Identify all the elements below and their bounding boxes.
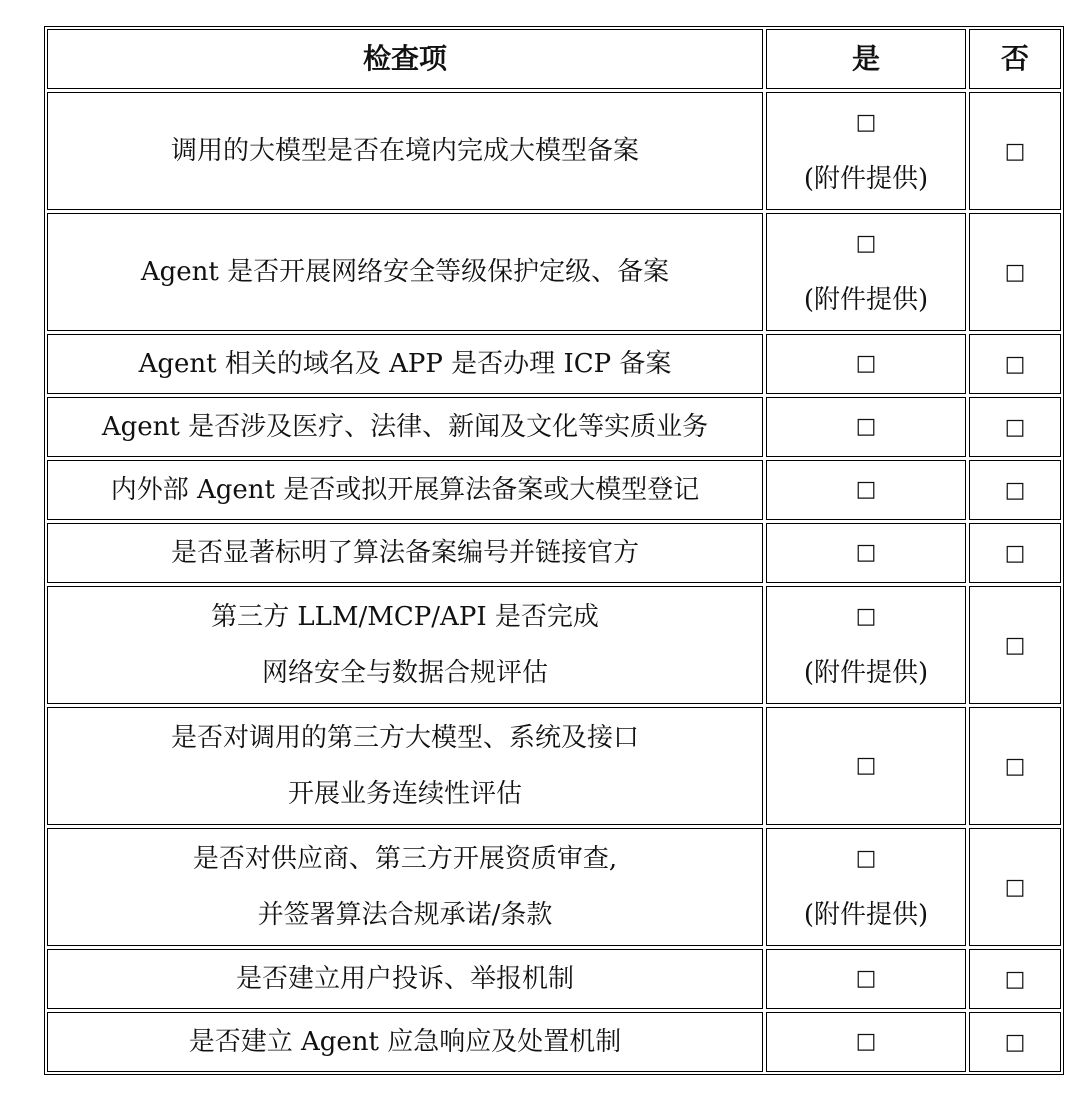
check-item-cell <box>47 523 763 583</box>
check-item-text: 是否对供应商、第三方开展资质审查, <box>192 844 618 874</box>
table-row <box>47 92 1061 210</box>
yes-checkbox[interactable]: □ <box>855 231 877 256</box>
no-checkbox[interactable]: □ <box>1004 541 1026 566</box>
check-item-text: Agent 相关的域名及 APP 是否办理 ICP 备案 <box>138 349 672 379</box>
yes-checkbox[interactable]: □ <box>855 604 877 629</box>
check-item-text: 开展业务连续性评估 <box>287 779 522 809</box>
check-item-cell <box>47 586 763 704</box>
no-cell <box>969 523 1061 583</box>
no-cell <box>969 1012 1061 1072</box>
attachment-note: (附件提供) <box>803 285 929 315</box>
yes-checkbox[interactable]: □ <box>855 966 877 991</box>
no-checkbox[interactable]: □ <box>1004 478 1026 503</box>
table-row <box>47 334 1061 394</box>
no-checkbox[interactable]: □ <box>1004 139 1026 164</box>
yes-cell <box>766 586 966 704</box>
check-item-cell <box>47 1012 763 1072</box>
yes-checkbox[interactable]: □ <box>855 477 877 502</box>
check-item-text: Agent 是否涉及医疗、法律、新闻及文化等实质业务 <box>101 412 709 442</box>
no-cell <box>969 460 1061 520</box>
yes-cell <box>766 828 966 946</box>
check-item-text: Agent 是否开展网络安全等级保护定级、备案 <box>140 257 670 287</box>
yes-cell <box>766 334 966 394</box>
check-item-text: 调用的大模型是否在境内完成大模型备案 <box>170 136 639 166</box>
yes-checkbox[interactable]: □ <box>855 846 877 871</box>
compliance-checklist-table <box>44 26 1064 1075</box>
no-checkbox[interactable]: □ <box>1004 633 1026 658</box>
check-item-text: 并签署算法合规承诺/条款 <box>257 900 553 930</box>
no-checkbox[interactable]: □ <box>1004 260 1026 285</box>
no-checkbox[interactable]: □ <box>1004 415 1026 440</box>
check-item-text: 第三方 LLM/MCP/API 是否完成 <box>211 602 599 632</box>
no-checkbox[interactable]: □ <box>1004 875 1026 900</box>
header-yes: 是 <box>766 29 966 89</box>
yes-cell <box>766 397 966 457</box>
attachment-note: (附件提供) <box>803 164 929 194</box>
yes-checkbox[interactable]: □ <box>855 414 877 439</box>
yes-checkbox[interactable]: □ <box>855 351 877 376</box>
yes-checkbox[interactable]: □ <box>855 753 877 778</box>
no-cell <box>969 707 1061 825</box>
check-item-text: 是否建立用户投诉、举报机制 <box>235 964 574 994</box>
yes-cell <box>766 1012 966 1072</box>
table-row <box>47 523 1061 583</box>
no-checkbox[interactable]: □ <box>1004 1030 1026 1055</box>
yes-cell <box>766 707 966 825</box>
table-row <box>47 1012 1061 1072</box>
no-cell <box>969 334 1061 394</box>
check-item-cell <box>47 334 763 394</box>
no-checkbox[interactable]: □ <box>1004 967 1026 992</box>
check-item-cell <box>47 213 763 331</box>
yes-cell <box>766 213 966 331</box>
table-row <box>47 397 1061 457</box>
check-item-text: 是否建立 Agent 应急响应及处置机制 <box>188 1027 622 1057</box>
header-no: 否 <box>969 29 1061 89</box>
attachment-note: (附件提供) <box>803 658 929 688</box>
table-row <box>47 586 1061 704</box>
no-cell <box>969 397 1061 457</box>
table-row <box>47 707 1061 825</box>
check-item-cell <box>47 949 763 1009</box>
header-check-item: 检查项 <box>47 29 763 89</box>
yes-cell <box>766 523 966 583</box>
no-cell <box>969 828 1061 946</box>
no-cell <box>969 586 1061 704</box>
no-checkbox[interactable]: □ <box>1004 352 1026 377</box>
check-item-cell <box>47 92 763 210</box>
no-checkbox[interactable]: □ <box>1004 754 1026 779</box>
table-row <box>47 828 1061 946</box>
check-item-text: 是否对调用的第三方大模型、系统及接口 <box>170 723 639 753</box>
table-header-row <box>47 29 1061 89</box>
check-item-cell <box>47 707 763 825</box>
table-row <box>47 460 1061 520</box>
check-item-text: 内外部 Agent 是否或拟开展算法备案或大模型登记 <box>110 475 700 505</box>
table-row <box>47 213 1061 331</box>
table-row <box>47 949 1061 1009</box>
check-item-text: 网络安全与数据合规评估 <box>261 658 548 688</box>
yes-cell <box>766 949 966 1009</box>
no-cell <box>969 213 1061 331</box>
check-item-cell <box>47 397 763 457</box>
attachment-note: (附件提供) <box>803 900 929 930</box>
yes-checkbox[interactable]: □ <box>855 110 877 135</box>
check-item-text: 是否显著标明了算法备案编号并链接官方 <box>170 538 639 568</box>
yes-checkbox[interactable]: □ <box>855 1029 877 1054</box>
check-item-cell <box>47 460 763 520</box>
yes-cell <box>766 460 966 520</box>
yes-checkbox[interactable]: □ <box>855 540 877 565</box>
no-cell <box>969 949 1061 1009</box>
check-item-cell <box>47 828 763 946</box>
no-cell <box>969 92 1061 210</box>
checklist-frame <box>44 26 1064 1075</box>
yes-cell <box>766 92 966 210</box>
